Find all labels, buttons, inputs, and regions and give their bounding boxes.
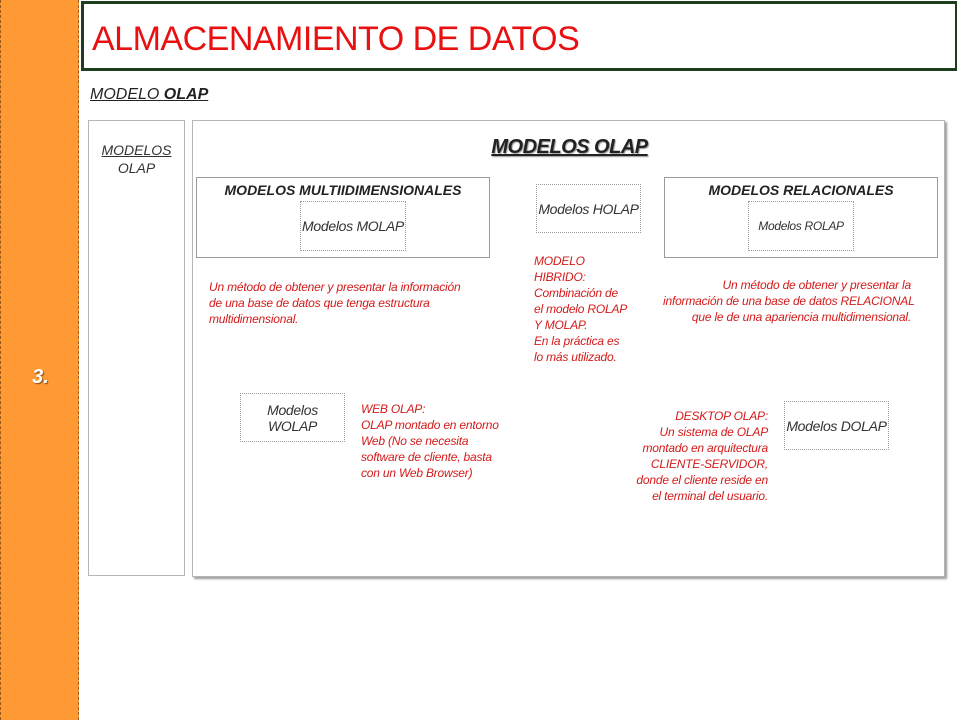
desc-line: Web (No se necesita [361,434,469,448]
main-title: MODELOS OLAP [491,136,648,158]
group-multidimensional [196,177,490,258]
model-holap-box: Modelos HOLAP [536,184,641,233]
slide-sidebar [0,0,79,720]
desc-line: donde el cliente reside en [636,473,768,487]
desc-line: lo más utilizado. [534,350,617,364]
desc-line: información de una base de datos RELACIONAL [663,294,915,308]
left-panel-label [89,141,184,177]
desc-line: MODELO [534,254,585,268]
desc-line: con un Web Browser) [361,466,473,480]
desc-line: OLAP montado en entorno [361,418,499,432]
group-relational-title: MODELOS RELACIONALES [708,182,894,198]
desc-web [361,401,499,481]
desc-line: WEB OLAP: [361,402,426,416]
subtitle-prefix: MODELO [90,86,164,103]
group-multidimensional-title: MODELOS MULTIIDIMENSIONALES [224,182,462,198]
title-box [81,1,957,71]
desc-line: Combinación de [534,286,618,300]
desc-line: Un método de obtener y presentar la [722,278,911,292]
left-panel [88,120,185,576]
model-rolap-box: Modelos ROLAP [748,201,854,251]
desc-line: Y MOLAP. [534,318,588,332]
desc-line: Un sistema de OLAP [659,425,768,439]
desc-line: Un método de obtener y presentar la información [209,280,461,294]
main-panel [192,120,945,577]
section-number: 3. [32,366,49,388]
desc-line: DESKTOP OLAP: [675,409,768,423]
desc-relational [663,277,915,325]
model-dolap-box: Modelos DOLAP [784,401,889,450]
subtitle-emphasis: OLAP [163,86,209,103]
desc-line: el terminal del usuario. [652,489,768,503]
subtitle [90,86,208,104]
desc-line: de una base de datos que tenga estructura [209,296,430,310]
desc-line: software de cliente, basta [361,450,492,464]
desc-line: el modelo ROLAP [534,302,628,316]
desc-line: CLIENTE-SERVIDOR, [650,457,768,471]
page-title: ALMACENAMIENTO DE DATOS [92,20,580,58]
model-molap-box: Modelos MOLAP [300,201,406,251]
desc-line: que le de una apariencia multidimensional. [691,310,911,324]
desc-hybrid [534,253,628,365]
model-wolap-box: Modelos WOLAP [240,393,345,442]
desc-desktop [623,408,768,504]
left-panel-line1: MODELOS [101,142,172,158]
left-panel-line2: OLAP [117,160,156,176]
desc-multidimensional [209,279,460,327]
desc-line: montado en arquitectura [642,441,768,455]
desc-line: En la práctica es [534,334,620,348]
group-relational [664,177,938,258]
desc-line: multidimensional. [209,312,299,326]
desc-line: HIBRIDO: [534,270,586,284]
